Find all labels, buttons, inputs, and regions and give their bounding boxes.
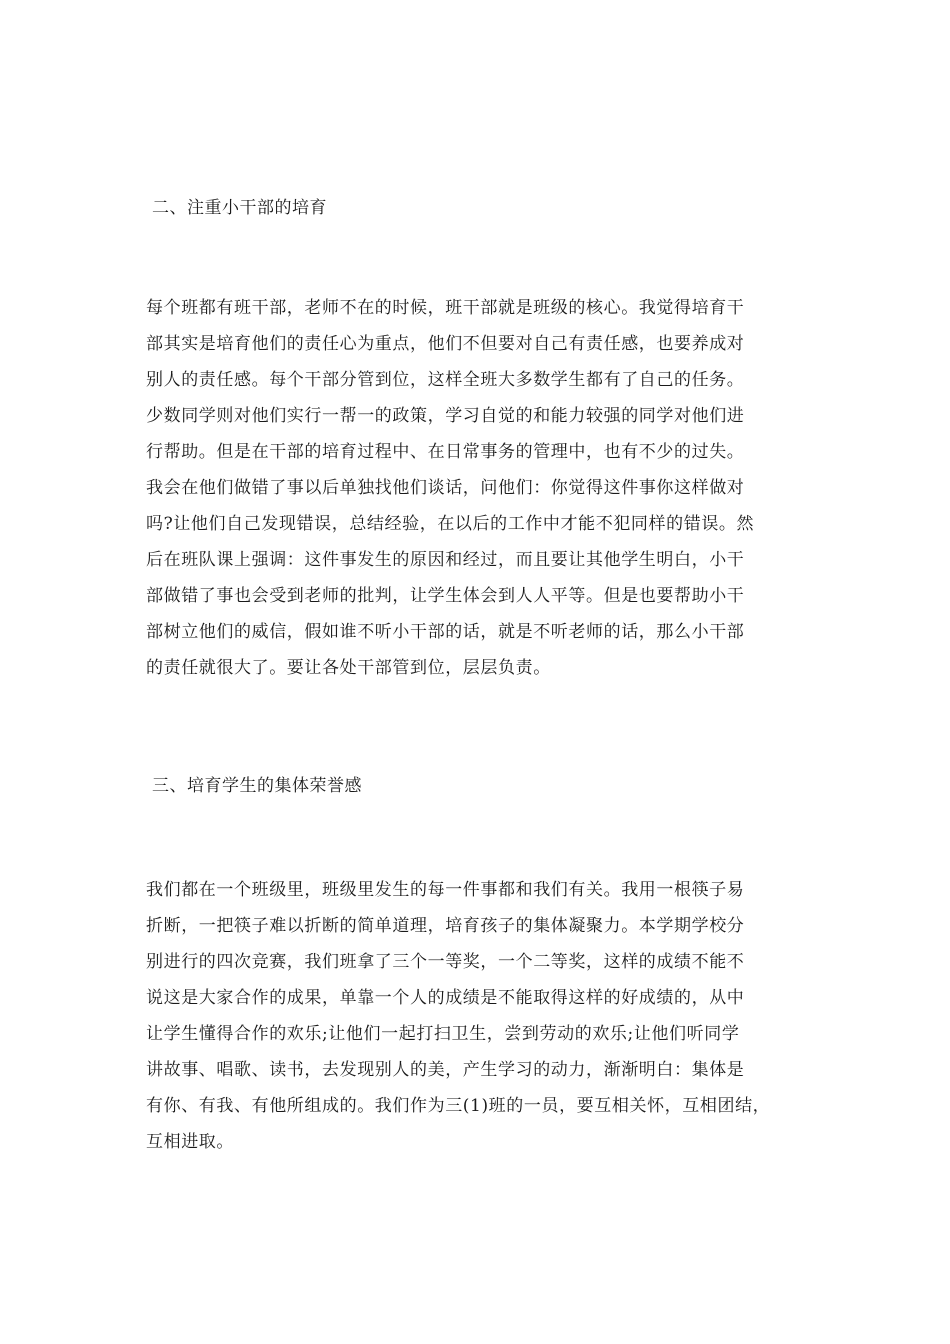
paragraph-line: 有你、有我、有他所组成的。我们作为三(1)班的一员，要互相关怀，互相团结， xyxy=(146,1096,771,1116)
paragraph-line: 的责任就很大了。要让各处干部管到位，层层负责。 xyxy=(146,658,551,678)
paragraph-line: 互相进取。 xyxy=(146,1132,234,1152)
paragraph-line: 行帮助。但是在干部的培育过程中、在日常事务的管理中，也有不少的过失。 xyxy=(146,442,745,462)
paragraph-line: 后在班队课上强调：这件事发生的原因和经过，而且要让其他学生明白，小干 xyxy=(146,550,745,570)
paragraph-line: 我会在他们做错了事以后单独找他们谈话，问他们：你觉得这件事你这样做对 xyxy=(146,478,745,498)
paragraph-line: 说这是大家合作的成果，单靠一个人的成绩是不能取得这样的好成绩的，从中 xyxy=(146,988,745,1008)
paragraph-line: 每个班都有班干部，老师不在的时候，班干部就是班级的核心。我觉得培育干 xyxy=(146,298,745,318)
paragraph-line: 吗?让他们自己发现错误，总结经验，在以后的工作中才能不犯同样的错误。然 xyxy=(146,514,755,534)
paragraph-line: 部树立他们的威信，假如谁不听小干部的话，就是不听老师的话，那么小干部 xyxy=(146,622,745,642)
paragraph-line: 少数同学则对他们实行一帮一的政策，学习自觉的和能力较强的同学对他们进 xyxy=(146,406,745,426)
section-heading-3: 三、培育学生的集体荣誉感 xyxy=(152,776,362,796)
paragraph-line: 讲故事、唱歌、读书，去发现别人的美，产生学习的动力，渐渐明白：集体是 xyxy=(146,1060,745,1080)
paragraph-line: 折断，一把筷子难以折断的简单道理，培育孩子的集体凝聚力。本学期学校分 xyxy=(146,916,745,936)
section-heading-2: 二、注重小干部的培育 xyxy=(152,198,327,218)
paragraph-line: 别进行的四次竞赛，我们班拿了三个一等奖，一个二等奖，这样的成绩不能不 xyxy=(146,952,745,972)
paragraph-line: 我们都在一个班级里，班级里发生的每一件事都和我们有关。我用一根筷子易 xyxy=(146,880,745,900)
paragraph-line: 部其实是培育他们的责任心为重点，他们不但要对自己有责任感，也要养成对 xyxy=(146,334,745,354)
paragraph-line: 部做错了事也会受到老师的批判，让学生体会到人人平等。但是也要帮助小干 xyxy=(146,586,745,606)
paragraph-line: 让学生懂得合作的欢乐;让他们一起打扫卫生，尝到劳动的欢乐;让他们听同学 xyxy=(146,1024,740,1044)
paragraph-line: 别人的责任感。每个干部分管到位，这样全班大多数学生都有了自己的任务。 xyxy=(146,370,745,390)
